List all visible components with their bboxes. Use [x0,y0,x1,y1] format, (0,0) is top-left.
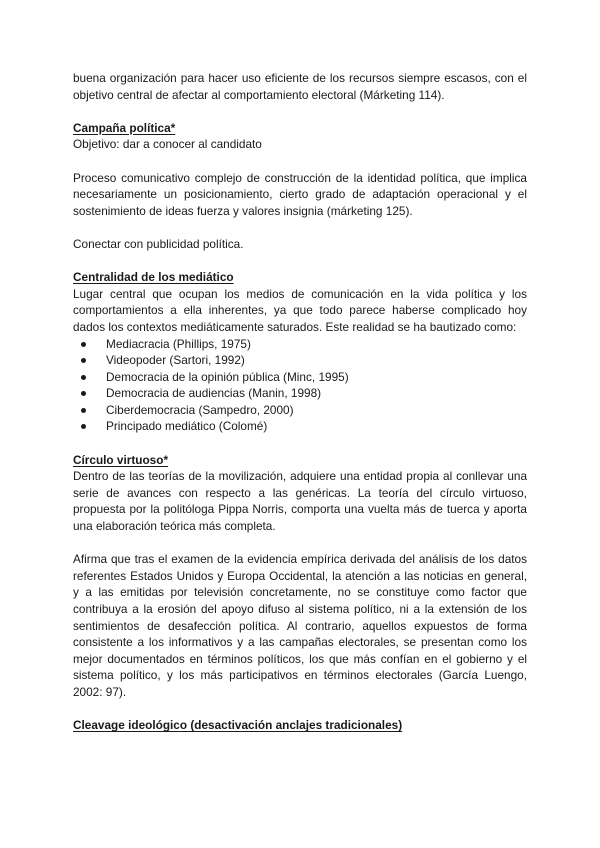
campana-note: Conectar con publicidad política. [73,236,244,251]
bullet-icon [81,408,86,413]
list-item-text: Principado mediático (Colomé) [106,419,268,434]
intro-paragraph: buena organización para hacer uso eficiente de los recursos siempre escasos, con el objetivo central de afectar al comportamiento electoral (Márketing 114). [73,71,527,102]
list-item-text: Democracia de audiencias (Manin, 1998) [106,386,322,401]
bullet-icon [81,391,86,396]
list-item-text: Mediacracia (Phillips, 1975) [106,336,251,351]
centralidad-paragraph: Lugar central que ocupan los medios de comunicación en la vida política y los comportamientos a ella inherentes, ya que todo parece haberse complicado hoy dados los contextos mediáticamente saturados. Este realidad se ha bautizado como: [73,286,527,334]
list-item-text: Ciberdemocracia (Sampedro, 2000) [106,402,294,417]
campana-objective: Objetivo: dar a conocer al candidato [73,137,262,152]
list-item [81,385,527,402]
list-item [81,336,527,353]
list-item [81,402,527,419]
bullet-icon [81,342,86,347]
list-item [81,352,527,369]
bullet-icon [81,424,86,429]
circulo-paragraph-2: Afirma que tras el examen de la evidencia empírica derivada del análisis de los datos referentes Estados Unidos y Europa Occidental, la atención a las noticias en general, y a las emitidas por televisión concretamente, no se constituye como factor que contribuya a la erosión del apoyo difuso al sistema político, ni a la extensión de los sentimientos de desafección política. Al contrario, aquellos expuestos de forma consistente a los informativos y a las campañas electorales, se presentan como los mejor documentados en términos políticos, los que más confían en el gobierno y el sistema político, y los más participativos en términos electorales (García Luengo, 2002: 97). [73,552,527,699]
heading-centralidad-mediatico: Centralidad de los mediático [73,270,234,285]
list-item [81,369,527,386]
list-item-text: Videopoder (Sartori, 1992) [106,353,245,368]
circulo-paragraph-1: Dentro de las teorías de la movilización, adquiere una entidad propia al conllevar una serie de avances con respecto a las genéricas. La teoría del círculo virtuoso, propuesta por la politóloga Pippa Norris, comporta una vuelta más de tuerca y aporta una elaboración teórica más completa. [73,469,527,534]
heading-campana-politica: Campaña política* [73,120,176,135]
mediacracy-terms-list [73,336,527,436]
document-body [73,70,527,734]
list-item [81,418,527,435]
list-item-text: Democracia de la opinión pública (Minc, 1995) [106,369,349,384]
heading-circulo-virtuoso: Círculo virtuoso* [73,452,169,467]
heading-cleavage-ideologico: Cleavage ideológico (desactivación anclajes tradicionales) [73,718,403,733]
bullet-icon [81,358,86,363]
bullet-icon [81,375,86,380]
campana-paragraph: Proceso comunicativo complejo de construcción de la identidad política, que implica necesariamente un posicionamiento, cierto grado de adaptación operacional y el sostenimiento de ideas fuerza y valores insignia (márketing 125). [73,170,527,218]
